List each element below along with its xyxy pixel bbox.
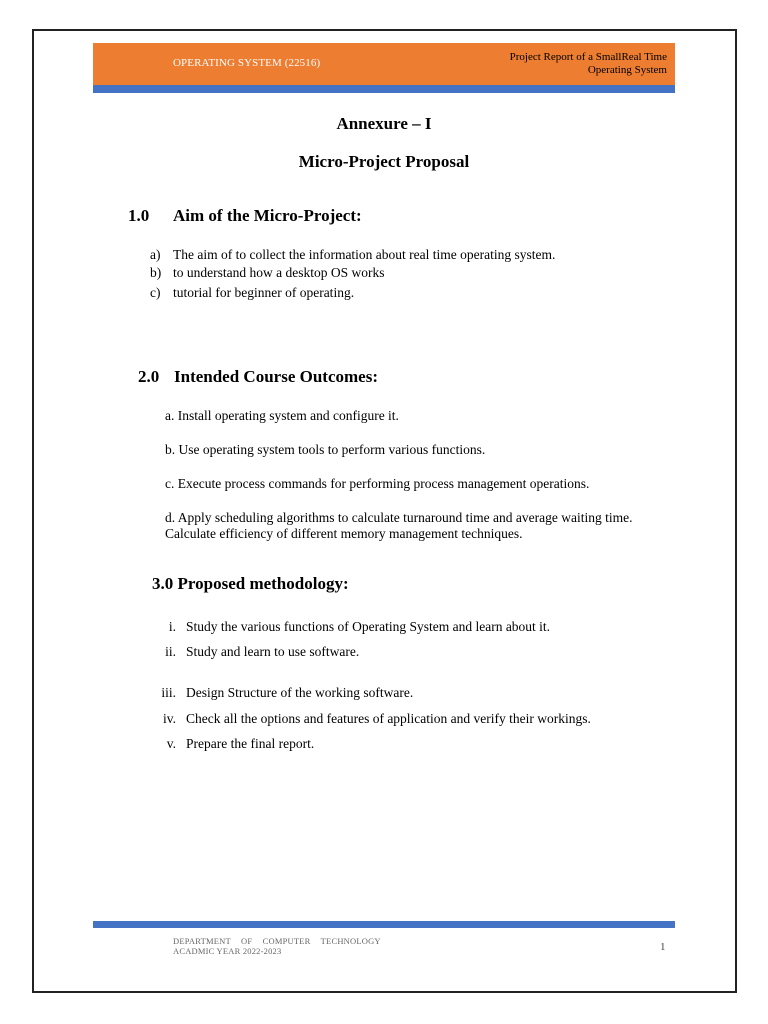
page-number: 1	[660, 941, 666, 953]
method-marker-i: i.	[168, 619, 176, 634]
section1-item-c: tutorial for beginner of operating.	[173, 285, 355, 300]
header-rule	[93, 85, 675, 93]
section1-marker-c: c)	[150, 285, 161, 300]
footer-rule	[93, 921, 675, 928]
section1-title: Aim of the Micro-Project:	[173, 206, 362, 225]
header-report-title-line2: Operating System	[587, 64, 667, 76]
method-item-iv: Check all the options and features of application and verify their workings.	[186, 711, 591, 726]
footer-academic-year: ACADMIC YEAR 2022-2023	[173, 946, 282, 956]
outcome-c: c. Execute process commands for performing process management operations.	[165, 476, 590, 491]
method-marker-iii: iii.	[161, 685, 176, 700]
outcome-a: a. Install operating system and configure it.	[165, 408, 399, 423]
header-report-title-line1: Project Report of a SmallReal Time	[509, 51, 667, 63]
section1-marker-a: a)	[150, 247, 161, 262]
method-item-iii: Design Structure of the working software.	[186, 685, 414, 700]
header-band	[93, 43, 675, 85]
method-item-v: Prepare the final report.	[186, 736, 315, 751]
method-item-ii: Study and learn to use software.	[186, 644, 360, 659]
section2-title: Intended Course Outcomes:	[174, 367, 378, 386]
outcome-b: b. Use operating system tools to perform various functions.	[165, 442, 486, 457]
section1-marker-b: b)	[150, 265, 162, 280]
section2-heading	[138, 367, 378, 387]
section1-heading	[128, 206, 362, 226]
header-report-title	[427, 51, 667, 77]
method-marker-iv: iv.	[163, 711, 176, 726]
annexure-title: Annexure – I	[336, 114, 432, 133]
section1-item-b: to understand how a desktop OS works	[173, 265, 385, 280]
section3-heading: 3.0 Proposed methodology:	[152, 574, 349, 593]
header-course-title: OPERATING SYSTEM (22516)	[173, 57, 321, 69]
section2-number: 2.0	[138, 367, 160, 386]
proposal-title: Micro-Project Proposal	[298, 152, 470, 171]
method-item-i: Study the various functions of Operating System and learn about it.	[186, 619, 551, 634]
outcome-d: d. Apply scheduling algorithms to calculate turnaround time and average waiting time. Calculate efficiency of different memory management techniques.	[165, 510, 633, 541]
footer-department: DEPARTMENT OF COMPUTER TECHNOLOGY	[173, 936, 381, 946]
method-marker-ii: ii.	[165, 644, 176, 659]
method-marker-v: v.	[166, 736, 176, 751]
section1-number: 1.0	[128, 206, 150, 225]
section1-item-a: The aim of to collect the information about real time operating system.	[173, 247, 556, 262]
